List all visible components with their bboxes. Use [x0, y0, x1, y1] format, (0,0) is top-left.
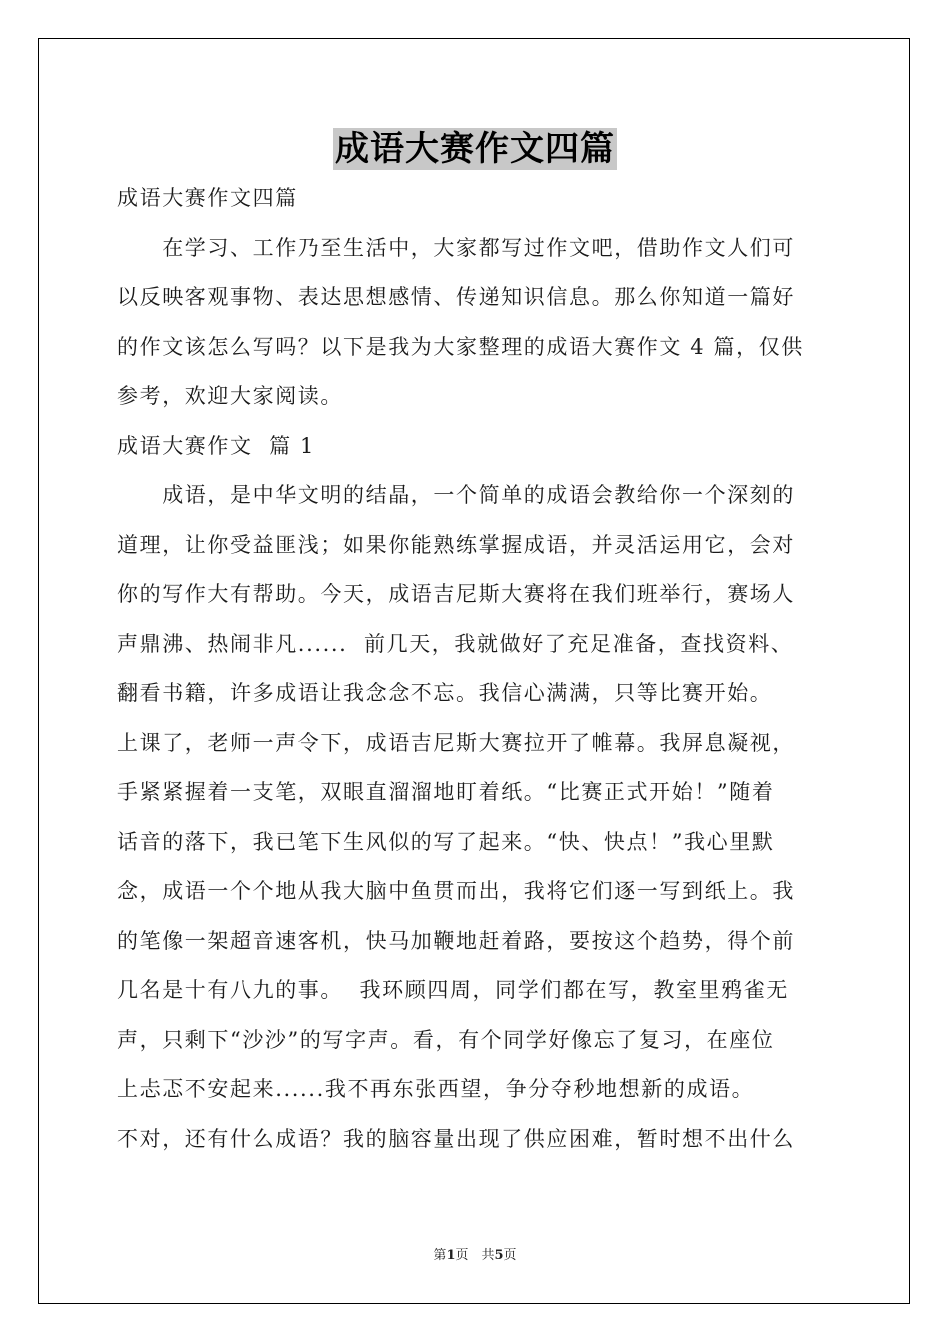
text-line: 声鼎沸、热闹非凡...... 前几天，我就做好了充足准备，查找资料、	[117, 631, 794, 656]
text-line: 手紧紧握着一支笔，双眼直溜溜地盯着纸。“比赛正式开始！”随着	[117, 780, 775, 804]
title-container	[0, 128, 950, 170]
text-line: 不对，还有什么成语？我的脑容量出现了供应困难，暂时想不出什么	[117, 1126, 795, 1151]
footer-page-total: 5	[494, 1248, 504, 1263]
footer-page-prefix: 第	[433, 1248, 447, 1263]
page-border	[38, 38, 910, 1304]
text-line: 上课了，老师一声令下，成语吉尼斯大赛拉开了帷幕。我屏息凝视，	[117, 730, 795, 755]
footer-page-mid: 页 共	[455, 1248, 495, 1263]
text-line: 声，只剩下“沙沙”的写字声。看，有个同学好像忘了复习，在座位	[117, 1027, 775, 1052]
text-line: 几名是十有八九的事。 我环顾四周，同学们都在写，教室里鸦雀无	[117, 978, 789, 1002]
text-line: 话音的落下，我已笔下生风似的写了起来。“快、快点！”我心里默	[117, 829, 775, 854]
text-line: 上忐忑不安起来......我不再东张西望，争分夺秒地想新的成语。	[117, 1077, 755, 1101]
text-line: 翻看书籍，许多成语让我念念不忘。我信心满满，只等比赛开始。	[117, 681, 773, 705]
text-line: 成语大赛作文 篇 1	[117, 433, 315, 458]
footer-page-suffix: 页	[503, 1248, 517, 1263]
text-line: 在学习、工作乃至生活中，大家都写过作文吧，借助作文人们可	[117, 235, 795, 260]
text-line: 的作文该怎么写吗？以下是我为大家整理的成语大赛作文 4 篇，仅供	[117, 334, 804, 359]
document-title: 成语大赛作文四篇	[335, 129, 615, 169]
text-line: 的笔像一架超音速客机，快马加鞭地赶着路，要按这个趋势，得个前	[117, 928, 795, 953]
text-line: 成语，是中华文明的结晶，一个简单的成语会教给你一个深刻的	[117, 483, 795, 507]
text-line: 成语大赛作文四篇	[117, 186, 298, 210]
text-line: 参考，欢迎大家阅读。	[117, 384, 343, 408]
text-line: 念，成语一个个地从我大脑中鱼贯而出，我将它们逐一写到纸上。我	[117, 879, 795, 903]
page-footer	[0, 1248, 950, 1264]
footer-page-current: 1	[446, 1248, 456, 1263]
text-line: 道理，让你受益匪浅；如果你能熟练掌握成语，并灵活运用它，会对	[117, 532, 795, 557]
text-line: 以反映客观事物、表达思想感情、传递知识信息。那么你知道一篇好	[117, 285, 795, 309]
text-line: 你的写作大有帮助。今天，成语吉尼斯大赛将在我们班举行，赛场人	[117, 582, 795, 606]
